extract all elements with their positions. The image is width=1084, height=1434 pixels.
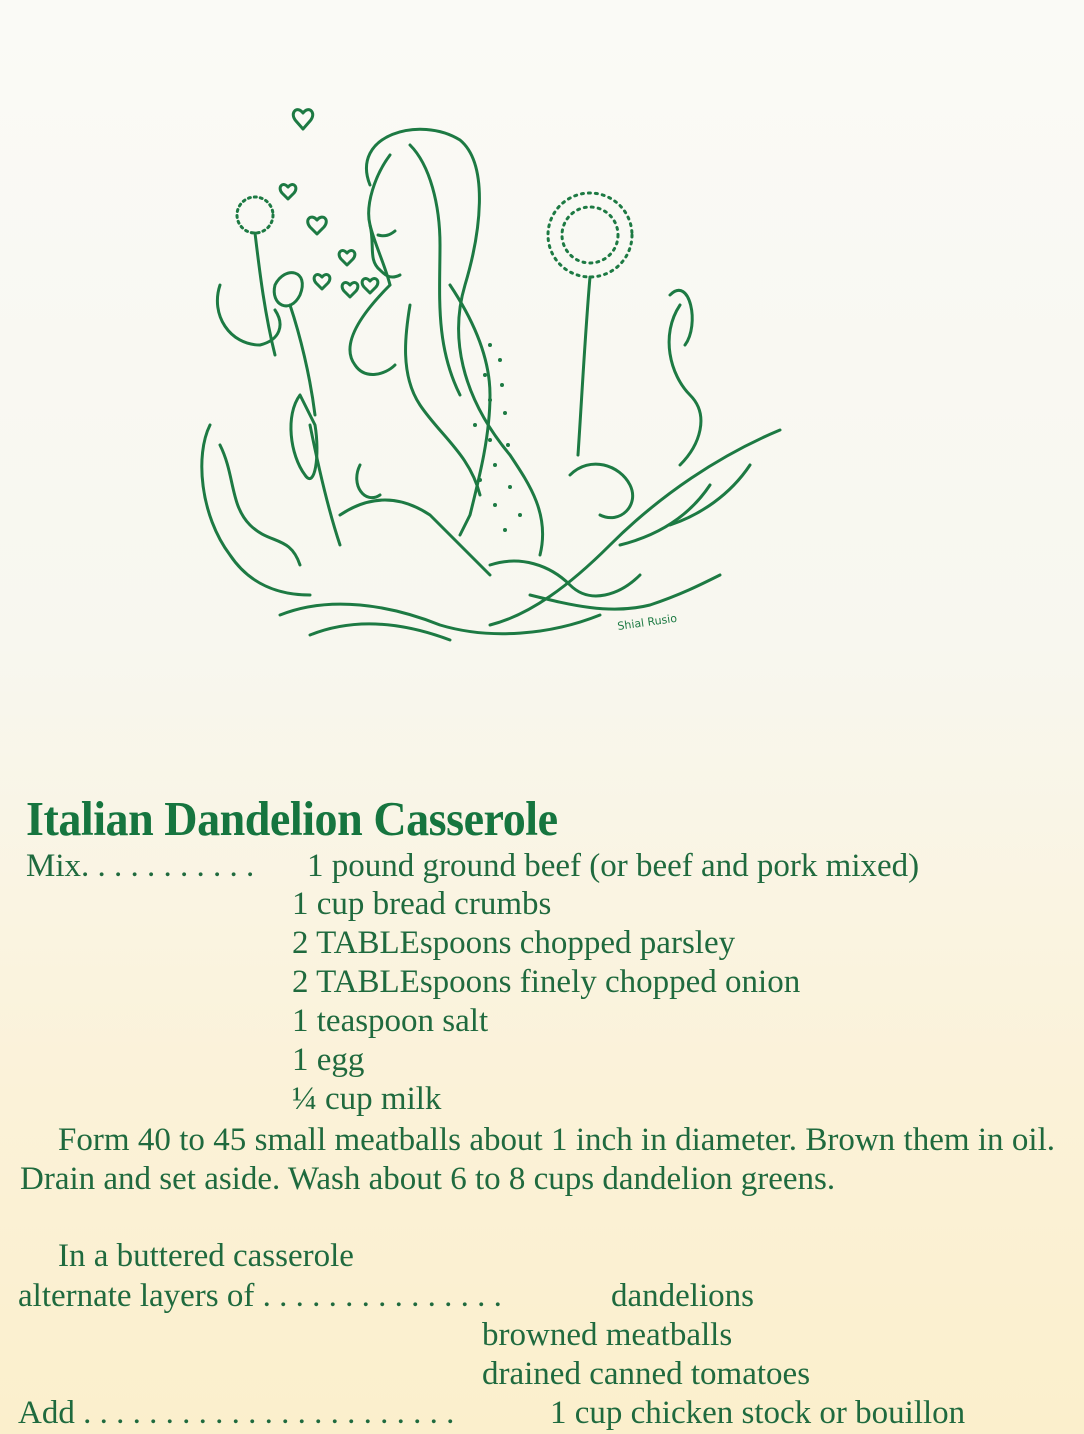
add-item: 1 cup chicken stock or bouillon <box>550 1395 966 1431</box>
recipe-title: Italian Dandelion Casserole <box>26 791 558 846</box>
add-label: Add . . . . . . . . . . . . . . . . . . . . . . . <box>18 1395 455 1431</box>
instruction-paragraph: Form 40 to 45 small meatballs about 1 inch in diameter. Brown them in oil. Drain and set aside. Wash about 6 to 8 cups dandelion greens. <box>20 1122 1055 1197</box>
ingredient-item: 2 TABLEspoons finely chopped onion <box>292 964 801 1000</box>
heart-icon <box>339 251 355 265</box>
ingredient-item: 1 pound ground beef (or beef and pork mixed) <box>307 848 920 884</box>
heart-icon <box>308 217 327 234</box>
ingredient-item: 1 egg <box>292 1042 365 1078</box>
layer-item: browned meatballs <box>482 1317 733 1353</box>
dandelion-girl-illustration <box>190 95 790 655</box>
heart-icon <box>293 110 312 129</box>
layer-item: dandelions <box>611 1278 754 1314</box>
mix-label: Mix. . . . . . . . . . . <box>26 848 255 884</box>
ingredient-item: 2 TABLEspoons chopped parsley <box>292 925 736 961</box>
instruction-paragraph: In a buttered casserole <box>58 1238 354 1274</box>
ingredient-item: 1 cup bread crumbs <box>292 886 552 922</box>
heart-icon <box>362 279 378 293</box>
layers-label: alternate layers of . . . . . . . . . . . . . . . <box>18 1278 502 1314</box>
artist-signature: Shial Rusio <box>616 611 678 633</box>
layer-item: drained canned tomatoes <box>482 1356 811 1392</box>
ingredient-item: 1 teaspoon salt <box>292 1003 489 1039</box>
ingredient-item: ¼ cup milk <box>292 1081 442 1117</box>
heart-icon <box>314 275 330 289</box>
heart-icon <box>342 283 358 297</box>
heart-icon <box>280 185 296 199</box>
